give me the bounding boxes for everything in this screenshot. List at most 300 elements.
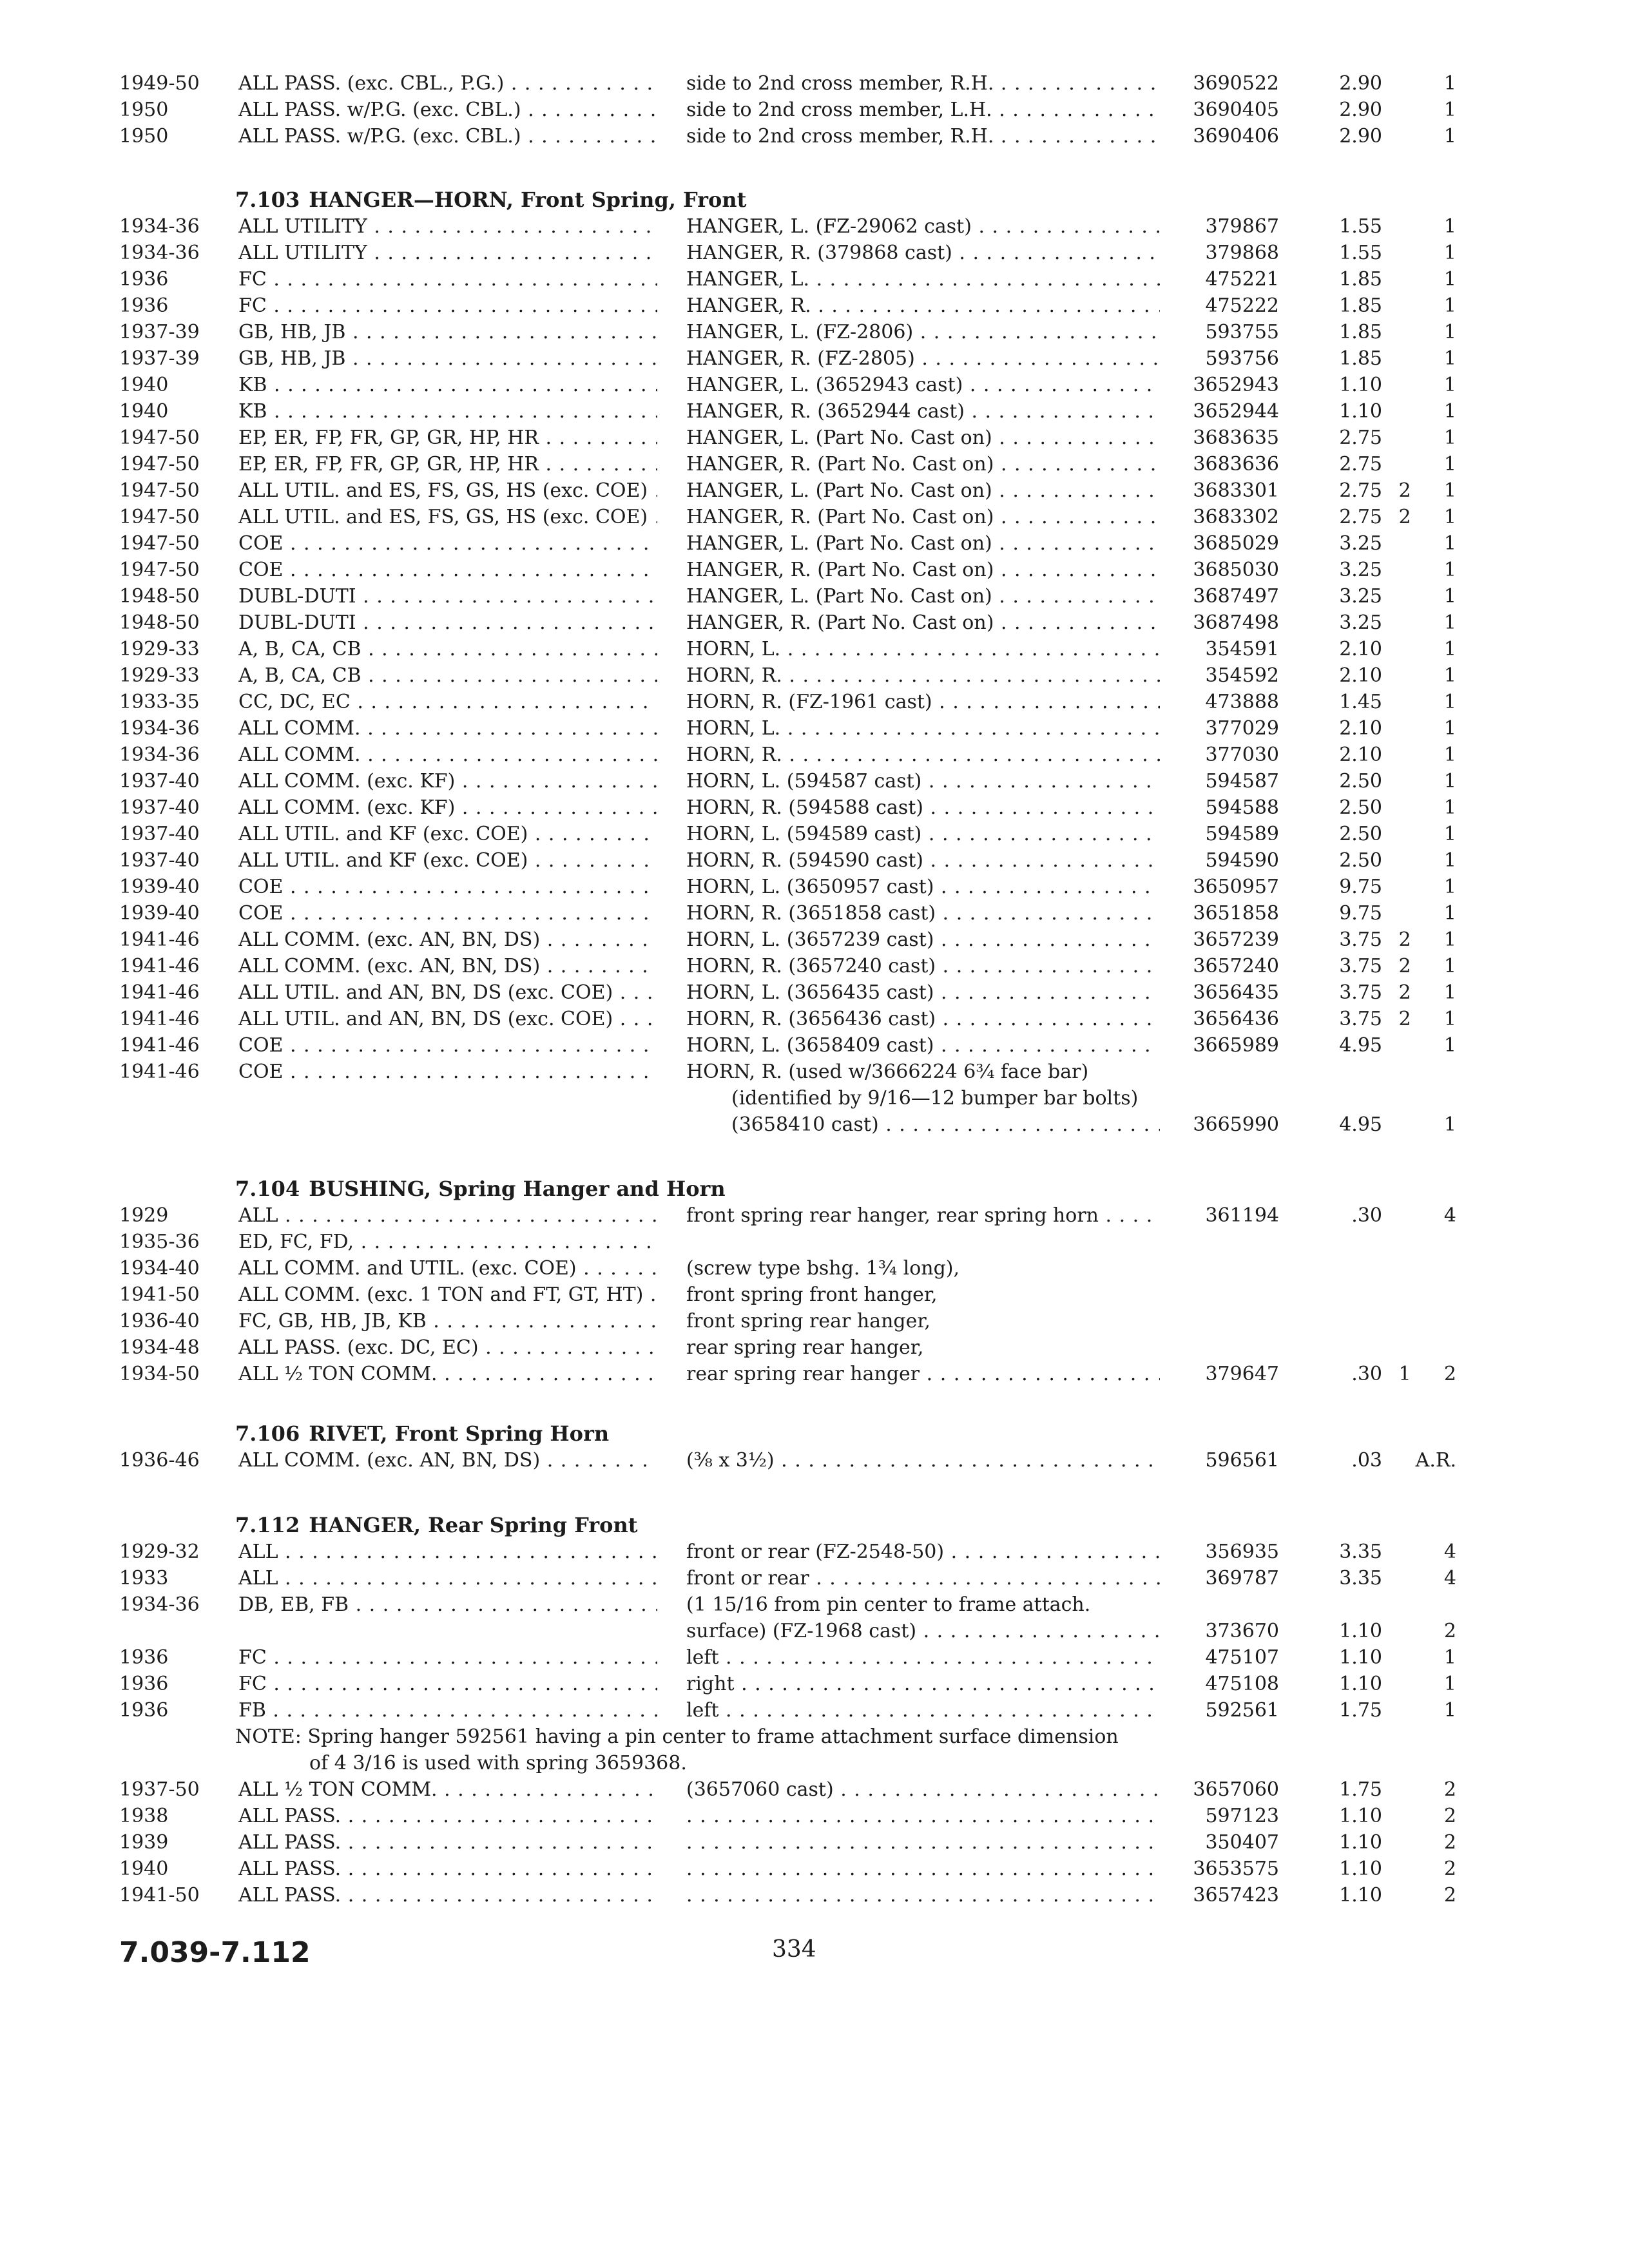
model-applicability: FC, GB, HB, JB, KB . . . <box>238 1309 657 1334</box>
quantity-per-vehicle: 1 <box>1443 294 1456 317</box>
year-range: 1937-40 <box>119 823 200 845</box>
quantity-per-vehicle: 1 <box>1443 215 1456 238</box>
part-description: HANGER, R. (FZ-2805) . . . <box>686 346 1160 372</box>
part-number: 3653575 <box>1193 1858 1279 1880</box>
model-applicability: DUBL-DUTI . . . <box>238 610 657 636</box>
model-applicability: FC . . . <box>238 293 657 319</box>
year-range: 1950 <box>119 125 169 148</box>
part-description: side to 2nd cross member, L.H. . . . <box>686 97 1160 123</box>
year-range: 1937-39 <box>119 347 200 370</box>
part-description: HORN, R. . . . <box>686 663 1160 689</box>
year-range: 1940 <box>119 400 169 423</box>
list-price: 4.95 <box>1339 1113 1382 1136</box>
part-description: (identified by 9/16—12 bumper bar bolts) <box>731 1087 1139 1110</box>
model-applicability: ALL UTILITY . . . <box>238 214 657 240</box>
part-number: 354591 <box>1205 638 1279 660</box>
parts-row <box>0 1539 1629 1565</box>
parts-row <box>0 1309 1629 1334</box>
year-range: 1941-46 <box>119 981 200 1004</box>
year-range: 1947-50 <box>119 559 200 581</box>
model-applicability: EP, ER, FP, FR, GP, GR, HP, HR . . . <box>238 425 657 451</box>
year-range: 1934-40 <box>119 1257 200 1280</box>
quantity-per-vehicle: 4 <box>1443 1204 1456 1227</box>
part-description: left . . . <box>686 1645 1160 1671</box>
section-number: 7.103 <box>235 187 300 212</box>
part-description: (1 15/16 from pin center to frame attach. <box>686 1593 1091 1616</box>
year-range: 1929 <box>119 1204 169 1227</box>
year-range: 1941-50 <box>119 1283 200 1306</box>
year-range: 1941-50 <box>119 1884 200 1907</box>
list-price: 3.35 <box>1339 1567 1382 1590</box>
part-number: 3657423 <box>1193 1884 1279 1907</box>
model-applicability: CC, DC, EC . . . <box>238 689 657 715</box>
parts-row <box>0 663 1629 689</box>
parts-row <box>0 425 1629 451</box>
parts-row <box>0 1671 1629 1697</box>
quantity-per-vehicle: 1 <box>1443 268 1456 291</box>
part-number: 597123 <box>1205 1805 1279 1827</box>
model-applicability: GB, HB, JB . . . <box>238 346 657 372</box>
model-applicability: ALL ½ TON COMM. . . . <box>238 1777 657 1803</box>
part-number: 3657060 <box>1193 1778 1279 1801</box>
list-price: 1.85 <box>1339 347 1382 370</box>
part-description: front spring rear hanger, <box>686 1310 930 1332</box>
section-note: NOTE: Spring hanger 592561 having a pin center to frame attachment surface dimension <box>235 1725 1119 1748</box>
parts-row <box>0 267 1629 293</box>
part-number: 3683635 <box>1193 427 1279 449</box>
quantity-per-vehicle: 1 <box>1443 1113 1456 1136</box>
parts-row <box>0 1006 1629 1032</box>
part-description: HANGER, L. (Part No. Cast on) . . . <box>686 425 1160 451</box>
quantity-per-vehicle: 1 <box>1443 717 1456 740</box>
model-applicability: ALL COMM. (exc. AN, BN, DS) . . . <box>238 954 657 979</box>
parts-row <box>0 1777 1629 1803</box>
part-number: 593755 <box>1205 321 1279 343</box>
part-number: 3683302 <box>1193 506 1279 528</box>
part-description: HORN, L. (3650957 cast) . . . <box>686 874 1160 900</box>
part-number: 3665990 <box>1193 1113 1279 1136</box>
quantity-per-vehicle: 1 <box>1443 1008 1456 1030</box>
part-description: HORN, R. (3657240 cast) . . . <box>686 954 1160 979</box>
model-applicability: KB . . . <box>238 372 657 398</box>
parts-row <box>0 1282 1629 1308</box>
year-range: 1947-50 <box>119 427 200 449</box>
part-number: 3683301 <box>1193 479 1279 502</box>
parts-row <box>0 372 1629 398</box>
list-price: 1.85 <box>1339 268 1382 291</box>
part-number: 379647 <box>1205 1363 1279 1385</box>
parts-row <box>0 901 1629 927</box>
parts-row <box>0 124 1629 149</box>
year-range: 1941-46 <box>119 955 200 977</box>
list-price: 2.75 <box>1339 427 1382 449</box>
part-description: HORN, R. (FZ-1961 cast) . . . <box>686 689 1160 715</box>
quantity-per-vehicle: 2 <box>1398 981 1411 1004</box>
list-price: 2.90 <box>1339 125 1382 148</box>
parts-row <box>0 822 1629 847</box>
quantity-per-vehicle: 2 <box>1443 1858 1456 1880</box>
part-description: right . . . <box>686 1671 1160 1697</box>
part-description: HORN, L. (594589 cast) . . . <box>686 822 1160 847</box>
parts-row <box>0 584 1629 610</box>
part-description <box>686 1803 1160 1829</box>
part-description: HORN, R. . . . <box>686 742 1160 768</box>
parts-row <box>0 1883 1629 1908</box>
list-price: 2.90 <box>1339 72 1382 95</box>
list-price: 3.25 <box>1339 585 1382 608</box>
quantity-per-vehicle: 1 <box>1443 321 1456 343</box>
quantity-per-vehicle: 1 <box>1443 72 1456 95</box>
part-number: 3650957 <box>1193 876 1279 898</box>
model-applicability: GB, HB, JB . . . <box>238 320 657 345</box>
part-number: 369787 <box>1205 1567 1279 1590</box>
part-description: HORN, R. (used w/3666224 6¾ face bar) <box>686 1061 1089 1083</box>
quantity-per-vehicle: 1 <box>1443 823 1456 845</box>
part-number: 593756 <box>1205 347 1279 370</box>
model-applicability: ALL . . . <box>238 1203 657 1229</box>
quantity-per-vehicle: 1 <box>1443 479 1456 502</box>
year-range: 1936 <box>119 1699 169 1722</box>
part-number: 356935 <box>1205 1541 1279 1563</box>
quantity-per-vehicle: 1 <box>1443 559 1456 581</box>
part-number: 594587 <box>1205 770 1279 793</box>
list-price: 1.55 <box>1339 215 1382 238</box>
section-heading <box>235 187 746 213</box>
list-price: 3.75 <box>1339 981 1382 1004</box>
quantity-per-vehicle: 2 <box>1398 479 1411 502</box>
year-range: 1934-50 <box>119 1363 200 1385</box>
model-applicability: EP, ER, FP, FR, GP, GR, HP, HR . . . <box>238 452 657 477</box>
list-price: 2.10 <box>1339 664 1382 687</box>
part-description: front or rear (FZ-2548-50) . . . <box>686 1539 1160 1565</box>
part-number: 3685029 <box>1193 532 1279 555</box>
year-range: 1937-50 <box>119 1778 200 1801</box>
part-description <box>686 1830 1160 1856</box>
year-range: 1947-50 <box>119 453 200 476</box>
parts-row <box>0 1033 1629 1059</box>
quantity-per-vehicle: 1 <box>1443 242 1456 264</box>
section-heading <box>235 1176 726 1202</box>
part-description: HANGER, R. (Part No. Cast on) . . . <box>686 610 1160 636</box>
part-number: 3690522 <box>1193 72 1279 95</box>
list-price: 2.10 <box>1339 744 1382 766</box>
year-range: 1933-35 <box>119 691 200 713</box>
part-number: 379867 <box>1205 215 1279 238</box>
section-heading <box>235 1421 609 1446</box>
model-applicability: ALL PASS. . . . <box>238 1830 657 1856</box>
model-applicability: COE . . . <box>238 901 657 927</box>
part-number: 3687497 <box>1193 585 1279 608</box>
section-number: 7.112 <box>235 1513 300 1537</box>
quantity-per-vehicle: 1 <box>1443 506 1456 528</box>
model-applicability: A, B, CA, CB . . . <box>238 663 657 689</box>
model-applicability: FC . . . <box>238 1671 657 1697</box>
parts-row <box>0 240 1629 266</box>
model-applicability: ALL PASS. . . . <box>238 1856 657 1882</box>
quantity-per-vehicle: 1 <box>1443 849 1456 872</box>
part-number: 475108 <box>1205 1673 1279 1695</box>
page-number: 334 <box>772 1936 816 1963</box>
list-price: 1.45 <box>1339 691 1382 713</box>
list-price: 2.50 <box>1339 796 1382 819</box>
list-price: 2.10 <box>1339 638 1382 660</box>
model-applicability: COE . . . <box>238 1059 657 1085</box>
year-range: 1933 <box>119 1567 169 1590</box>
parts-row <box>0 557 1629 583</box>
model-applicability: ALL COMM. . . . <box>238 742 657 768</box>
year-range: 1934-36 <box>119 717 200 740</box>
year-range: 1950 <box>119 99 169 121</box>
part-description: (screw type bshg. 1¾ long), <box>686 1257 960 1280</box>
part-description: HORN, L. (594587 cast) . . . <box>686 769 1160 794</box>
quantity-per-vehicle: 1 <box>1443 796 1456 819</box>
part-number: 594589 <box>1205 823 1279 845</box>
year-range: 1939-40 <box>119 902 200 925</box>
part-description: HORN, L. (3656435 cast) . . . <box>686 980 1160 1006</box>
parts-row <box>0 1059 1629 1085</box>
part-number: 3656436 <box>1193 1008 1279 1030</box>
parts-row <box>0 1361 1629 1387</box>
year-range: 1948-50 <box>119 585 200 608</box>
list-price: 1.10 <box>1339 1805 1382 1827</box>
year-range: 1937-40 <box>119 849 200 872</box>
year-range: 1939-40 <box>119 876 200 898</box>
parts-row <box>0 1112 1629 1138</box>
part-description: HORN, R. (3656436 cast) . . . <box>686 1006 1160 1032</box>
quantity-per-vehicle: 2 <box>1443 1884 1456 1907</box>
section-number: 7.106 <box>235 1421 300 1446</box>
quantity-per-vehicle: 1 <box>1443 400 1456 423</box>
section-title: BUSHING, Spring Hanger and Horn <box>309 1177 726 1201</box>
list-price: 1.10 <box>1339 1620 1382 1642</box>
parts-row <box>0 1229 1629 1255</box>
model-applicability: ALL COMM. and UTIL. (exc. COE) . . . <box>238 1256 657 1282</box>
parts-row <box>0 689 1629 715</box>
list-price: 1.55 <box>1339 242 1382 264</box>
parts-row <box>0 1645 1629 1671</box>
part-number: 350407 <box>1205 1831 1279 1854</box>
part-number: 379868 <box>1205 242 1279 264</box>
quantity-per-vehicle: 1 <box>1443 744 1456 766</box>
quantity-per-vehicle: 2 <box>1398 928 1411 951</box>
quantity-per-vehicle: 2 <box>1443 1831 1456 1854</box>
model-applicability: ALL PASS. . . . <box>238 1883 657 1908</box>
quantity-per-vehicle: 2 <box>1443 1363 1456 1385</box>
model-applicability: ALL PASS. w/P.G. (exc. CBL.) . . . <box>238 97 657 123</box>
year-range: 1934-48 <box>119 1336 200 1359</box>
list-price: 1.10 <box>1339 1673 1382 1695</box>
parts-row <box>0 1566 1629 1591</box>
part-description: front spring front hanger, <box>686 1283 938 1306</box>
part-number: 3687498 <box>1193 611 1279 634</box>
model-applicability: ALL PASS. w/P.G. (exc. CBL.) . . . <box>238 124 657 149</box>
part-number: 3690405 <box>1193 99 1279 121</box>
year-range: 1938 <box>119 1805 169 1827</box>
list-price: 1.85 <box>1339 294 1382 317</box>
model-applicability: ALL UTIL. and AN, BN, DS (exc. COE) . . . <box>238 980 657 1006</box>
model-applicability: ALL UTIL. and AN, BN, DS (exc. COE) . . . <box>238 1006 657 1032</box>
year-range: 1941-46 <box>119 1034 200 1057</box>
part-description <box>686 1883 1160 1908</box>
part-description <box>686 1856 1160 1882</box>
year-range: 1937-40 <box>119 770 200 793</box>
quantity-per-vehicle: 2 <box>1398 1008 1411 1030</box>
quantity-per-vehicle: 4 <box>1443 1541 1456 1563</box>
part-number: 377029 <box>1205 717 1279 740</box>
section-number: 7.104 <box>235 1177 300 1201</box>
quantity-per-vehicle: 1 <box>1443 374 1456 396</box>
part-number: 361194 <box>1205 1204 1279 1227</box>
part-description: HANGER, L. . . . <box>686 267 1160 293</box>
parts-row <box>0 716 1629 742</box>
parts-row <box>0 927 1629 953</box>
quantity-per-vehicle: 1 <box>1443 955 1456 977</box>
part-description: front or rear . . . <box>686 1566 1160 1591</box>
part-description: HANGER, L. (3652943 cast) . . . <box>686 372 1160 398</box>
year-range: 1949-50 <box>119 72 200 95</box>
list-price: 3.25 <box>1339 611 1382 634</box>
part-number: 475107 <box>1205 1646 1279 1669</box>
quantity-per-vehicle: 1 <box>1443 347 1456 370</box>
part-number: 475222 <box>1205 294 1279 317</box>
year-range: 1934-36 <box>119 744 200 766</box>
quantity-per-vehicle: 1 <box>1443 876 1456 898</box>
part-description: HANGER, L. (Part No. Cast on) . . . <box>686 584 1160 610</box>
quantity-per-vehicle: 1 <box>1443 125 1456 148</box>
year-range: 1929-33 <box>119 664 200 687</box>
model-applicability: FB . . . <box>238 1698 657 1724</box>
quantity-per-vehicle: 2 <box>1443 1778 1456 1801</box>
list-price: 2.75 <box>1339 506 1382 528</box>
parts-row <box>0 531 1629 557</box>
parts-row <box>0 1256 1629 1282</box>
part-number: 377030 <box>1205 744 1279 766</box>
year-range: 1929-33 <box>119 638 200 660</box>
model-applicability: ALL UTILITY . . . <box>238 240 657 266</box>
parts-row <box>0 637 1629 662</box>
model-applicability: COE . . . <box>238 874 657 900</box>
parts-row <box>0 97 1629 123</box>
list-price: .03 <box>1351 1449 1382 1472</box>
part-description: side to 2nd cross member, R.H. . . . <box>686 124 1160 149</box>
part-description: rear spring rear hanger, <box>686 1336 924 1359</box>
year-range: 1934-36 <box>119 1593 200 1616</box>
year-range: 1941-46 <box>119 1008 200 1030</box>
section-title: HANGER, Rear Spring Front <box>309 1513 638 1537</box>
model-applicability: DB, EB, FB . . . <box>238 1592 657 1618</box>
year-range: 1940 <box>119 1858 169 1880</box>
parts-row <box>0 505 1629 530</box>
list-price: 1.10 <box>1339 1858 1382 1880</box>
part-description: front spring rear hanger, rear spring horn . . . <box>686 1203 1160 1229</box>
part-number: 594590 <box>1205 849 1279 872</box>
part-description: (3657060 cast) . . . <box>686 1777 1160 1803</box>
part-description: HANGER, R. (Part No. Cast on) . . . <box>686 505 1160 530</box>
quantity-per-vehicle: 2 <box>1443 1805 1456 1827</box>
parts-row <box>0 1448 1629 1474</box>
list-price: 3.75 <box>1339 1008 1382 1030</box>
parts-row <box>0 848 1629 874</box>
model-applicability: ALL PASS. (exc. CBL., P.G.) . . . <box>238 71 657 97</box>
parts-row <box>0 1619 1629 1644</box>
model-applicability: ALL COMM. . . . <box>238 716 657 742</box>
quantity-per-vehicle: 4 <box>1443 1567 1456 1590</box>
quantity-per-vehicle: 1 <box>1443 532 1456 555</box>
list-price: 1.85 <box>1339 321 1382 343</box>
parts-row <box>0 1203 1629 1229</box>
year-range: 1936 <box>119 268 169 291</box>
quantity-per-vehicle: 1 <box>1443 928 1456 951</box>
list-price: 1.10 <box>1339 400 1382 423</box>
year-range: 1936-40 <box>119 1310 200 1332</box>
year-range: 1937-40 <box>119 796 200 819</box>
quantity-per-vehicle: A.R. <box>1415 1449 1456 1472</box>
list-price: 9.75 <box>1339 902 1382 925</box>
year-range: 1947-50 <box>119 532 200 555</box>
model-applicability: KB . . . <box>238 399 657 425</box>
year-range: 1937-39 <box>119 321 200 343</box>
part-description: HANGER, R. . . . <box>686 293 1160 319</box>
year-range: 1936 <box>119 1673 169 1695</box>
list-price: 2.50 <box>1339 849 1382 872</box>
section-range-footer: 7.039-7.112 <box>119 1936 311 1969</box>
quantity-per-vehicle: 1 <box>1398 1363 1411 1385</box>
section-title: RIVET, Front Spring Horn <box>309 1421 610 1446</box>
year-range: 1936 <box>119 294 169 317</box>
parts-row <box>0 1592 1629 1618</box>
model-applicability: COE . . . <box>238 1033 657 1059</box>
model-applicability: ALL . . . <box>238 1566 657 1591</box>
part-description: surface) (FZ-1968 cast) . . . <box>686 1619 1160 1644</box>
part-description: left . . . <box>686 1698 1160 1724</box>
parts-row <box>0 1698 1629 1724</box>
part-description: HANGER, L. (FZ-2806) . . . <box>686 320 1160 345</box>
year-range: 1929-32 <box>119 1541 200 1563</box>
model-applicability: FC . . . <box>238 1645 657 1671</box>
model-applicability: COE . . . <box>238 557 657 583</box>
year-range: 1935-36 <box>119 1231 200 1253</box>
part-number: 596561 <box>1205 1449 1279 1472</box>
part-description: HANGER, L. (Part No. Cast on) . . . <box>686 478 1160 504</box>
parts-row <box>0 1335 1629 1361</box>
parts-row <box>0 1803 1629 1829</box>
part-number: 3685030 <box>1193 559 1279 581</box>
part-description: HANGER, R. (Part No. Cast on) . . . <box>686 452 1160 477</box>
model-applicability: COE . . . <box>238 531 657 557</box>
quantity-per-vehicle: 1 <box>1443 427 1456 449</box>
part-number: 3656435 <box>1193 981 1279 1004</box>
list-price: 1.10 <box>1339 1884 1382 1907</box>
year-range: 1941-46 <box>119 1061 200 1083</box>
model-applicability: ALL UTIL. and KF (exc. COE) . . . <box>238 822 657 847</box>
part-description: rear spring rear hanger . . . <box>686 1361 1160 1387</box>
year-range: 1936 <box>119 1646 169 1669</box>
quantity-per-vehicle: 1 <box>1443 902 1456 925</box>
list-price: 2.10 <box>1339 717 1382 740</box>
section-title: HANGER—HORN, Front Spring, Front <box>309 187 747 212</box>
part-description: (3658410 cast) . . . <box>731 1112 1160 1138</box>
quantity-per-vehicle: 1 <box>1443 1034 1456 1057</box>
part-description: HORN, L. . . . <box>686 637 1160 662</box>
parts-row <box>0 874 1629 900</box>
list-price: .30 <box>1351 1204 1382 1227</box>
part-number: 473888 <box>1205 691 1279 713</box>
model-applicability: ALL UTIL. and ES, FS, GS, HS (exc. COE) . . . <box>238 478 657 504</box>
parts-row <box>0 1856 1629 1882</box>
model-applicability: ALL UTIL. and KF (exc. COE) . . . <box>238 848 657 874</box>
part-number: 475221 <box>1205 268 1279 291</box>
part-description: HORN, L. (3657239 cast) . . . <box>686 927 1160 953</box>
